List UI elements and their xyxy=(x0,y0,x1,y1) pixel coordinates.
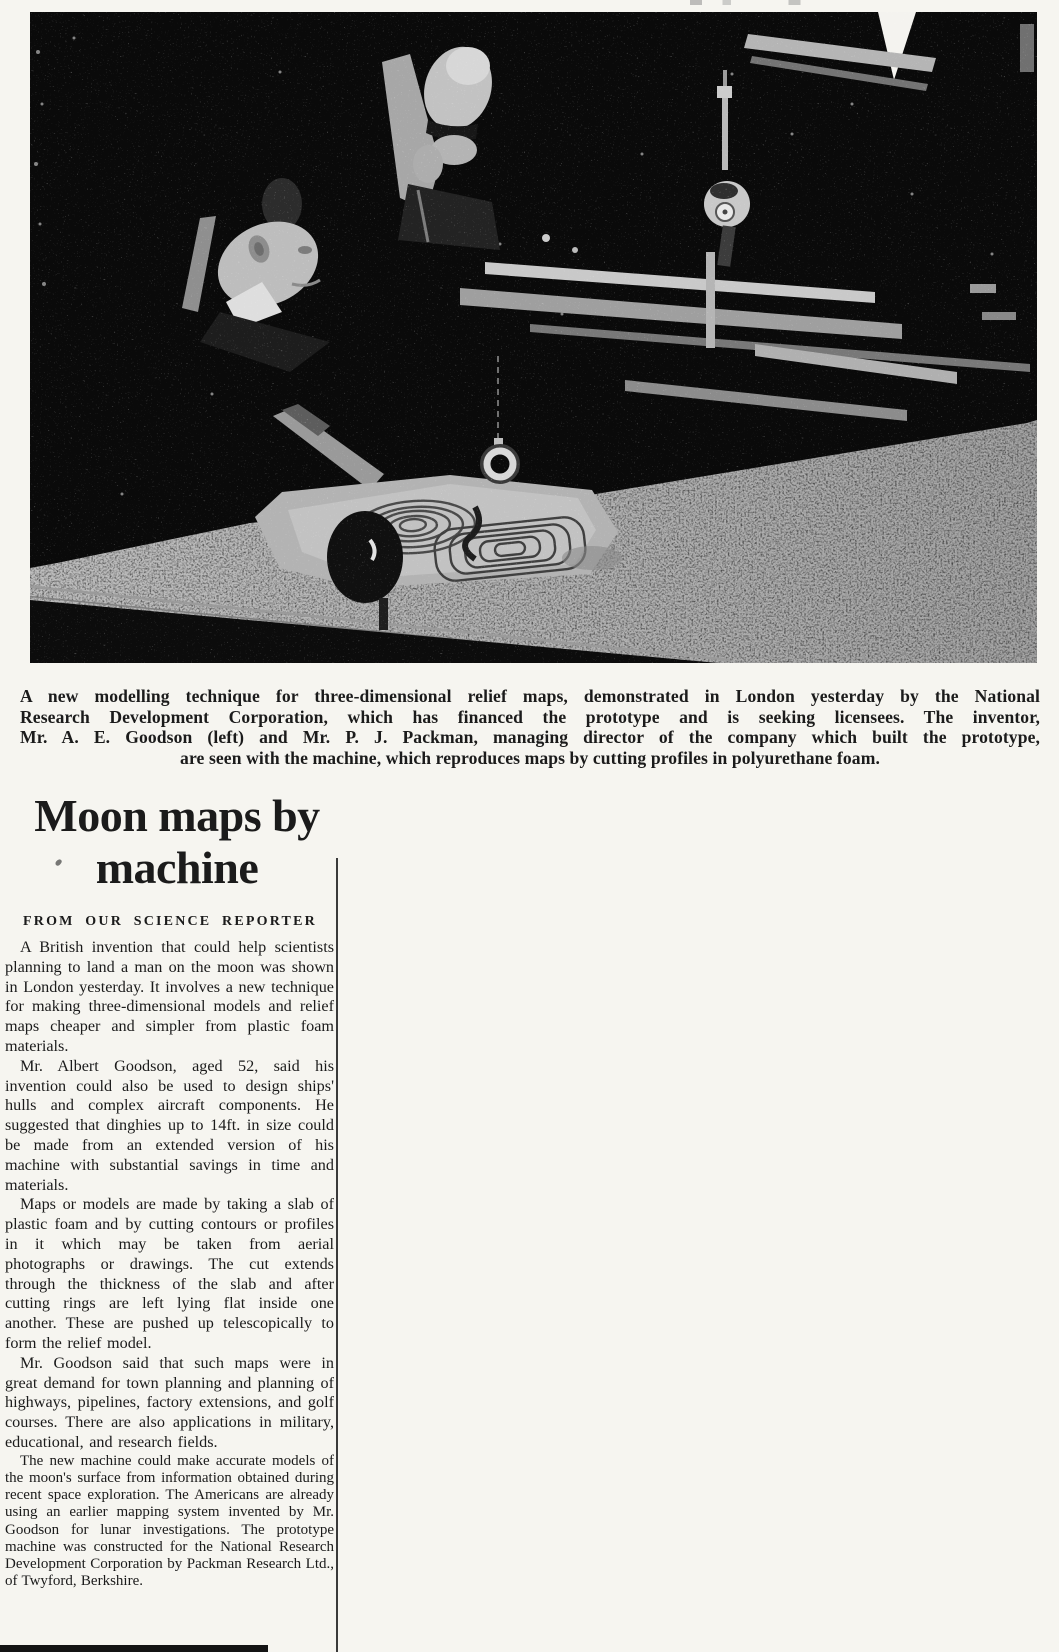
news-photo-drawing xyxy=(30,12,1037,663)
caption-line: Research Development Corporation, which has financed the prototype and is seeking licensees. The inventor, xyxy=(20,706,1040,727)
caption-line: are seen with the machine, which reproduces maps by cutting profiles in polyurethane foam. xyxy=(180,747,880,768)
halftone-grain xyxy=(30,12,1037,663)
article-paragraph: Mr. Goodson said that such maps were in great demand for town planning and planning of highways, pipelines, factory extensions, and golf courses. There are also applications in military, educational, and research fields. xyxy=(5,1353,334,1451)
article-paragraph: The new machine could make accurate models of the moon's surface from information obtained during recent space exploration. The Americans are already using an earlier mapping system invented by Mr. Goodson for lunar investigations. The prototype machine was constructed for the National Research Development Corporation by Packman Research Ltd., of Twyford, Berkshire. xyxy=(5,1452,334,1590)
bottom-edge-bar xyxy=(0,1645,268,1652)
scan-artifact xyxy=(690,0,860,5)
photo-caption xyxy=(20,686,1040,768)
article-body xyxy=(5,938,334,1590)
headline xyxy=(20,790,334,894)
article-paragraph: A British invention that could help scientists planning to land a man on the moon was shown in London yesterday. It involves a new technique for making three-dimensional models and relief maps cheaper and simpler from plastic foam materials. xyxy=(5,938,334,1055)
byline: FROM OUR SCIENCE REPORTER xyxy=(23,914,317,929)
headline-line-1: Moon maps by xyxy=(34,790,320,841)
article-paragraph: Mr. Albert Goodson, aged 52, said his invention could also be used to design ships' hulls and complex aircraft components. He suggested that dinghies up to 14ft. in size could be made from an extended version of his machine with substantial savings in time and materials. xyxy=(5,1056,334,1194)
headline-line-2: machine xyxy=(95,842,259,893)
column-rule xyxy=(336,858,338,1652)
caption-line: Mr. A. E. Goodson (left) and Mr. P. J. Packman, managing director of the company which built the prototype, xyxy=(20,727,1040,747)
article-paragraph: Maps or models are made by taking a slab of plastic foam and by cutting contours or profiles in it which may be taken from aerial photographs or drawings. The cut extends through the thickness of the slab and after cutting rings are left lying flat inside one another. These are pushed up telescopically to form the relief model. xyxy=(5,1195,334,1352)
news-photo xyxy=(30,12,1037,663)
caption-line: A new modelling technique for three-dimensional relief maps, demonstrated in London yesterday by the National xyxy=(20,686,1040,706)
